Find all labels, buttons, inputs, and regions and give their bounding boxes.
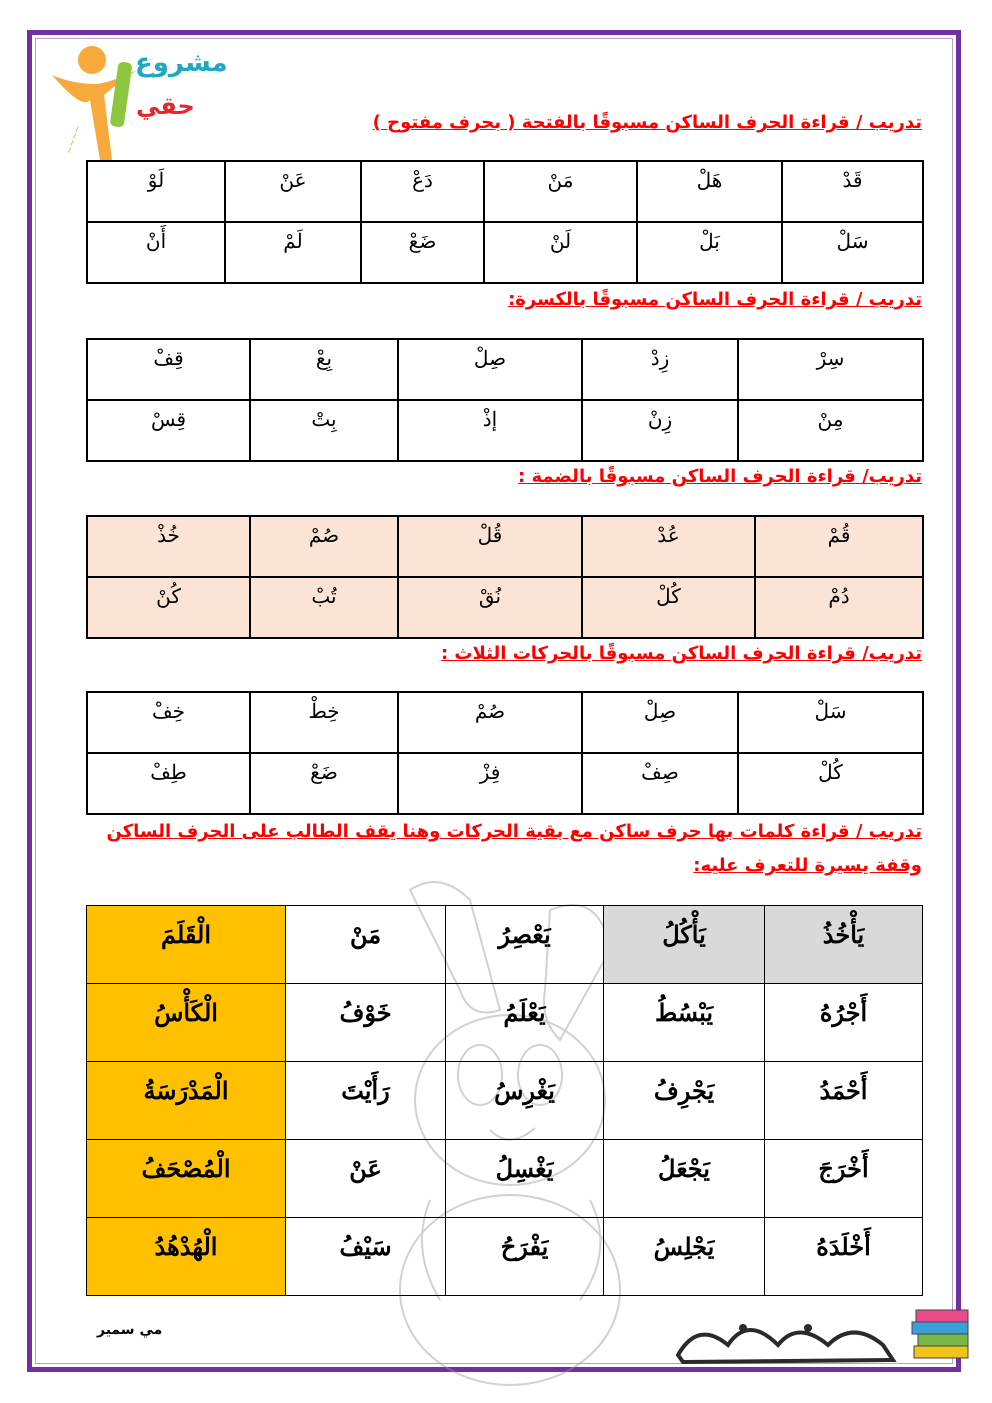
table-cell: مَنْ	[484, 161, 637, 222]
table-cell: يَجْلِسُ	[604, 1218, 765, 1296]
table-cell: يَأْكُلُ	[604, 906, 765, 984]
table-cell: بِتْ	[250, 400, 398, 461]
table-cell: طِفْ	[87, 753, 250, 814]
table-cell: الْكَأْسُ	[87, 984, 286, 1062]
section-3-heading: تدريب/ قراءة الحرف الساكن مسبوقًا بالضمة :	[518, 466, 922, 487]
table-cell: يَعْصِرُ	[446, 906, 604, 984]
section-5-heading: تدريب / قراءة كلمات بها حرف ساكن مع بقية الحركات وهنا يقف الطالب على الحرف الساكن وقفة يسيرة للتعرف عليه:	[106, 821, 922, 876]
brand-logo	[668, 1300, 978, 1375]
svg-text:~~~~: ~~~~	[64, 123, 84, 156]
table-cell: سِرْ	[738, 339, 923, 400]
table-cell: الْقَلَمَ	[87, 906, 286, 984]
author-name: مي سمير	[97, 1322, 163, 1338]
table-cell: الْهُدْهُدُ	[87, 1218, 286, 1296]
table-cell: مِنْ	[738, 400, 923, 461]
table-cell: يَأْخُذُ	[765, 906, 923, 984]
table-cell: صِفْ	[582, 753, 738, 814]
section-2-heading: تدريب / قراءة الحرف الساكن مسبوقًا بالكسرة:	[508, 289, 922, 310]
table-cell: كُنْ	[87, 577, 250, 638]
table-cell: قُلْ	[398, 516, 582, 577]
section-1-table	[86, 160, 924, 284]
table-cell: صُمْ	[398, 692, 582, 753]
table-cell: سَلْ	[782, 222, 923, 283]
table-cell: أَنْ	[87, 222, 225, 283]
table-cell: عَنْ	[225, 161, 361, 222]
table-cell: سَيْفُ	[286, 1218, 446, 1296]
section-4-heading: تدريب/ قراءة الحرف الساكن مسبوقًا بالحركات الثلاث :	[440, 643, 922, 664]
table-cell: كُلْ	[738, 753, 923, 814]
section-2-table	[86, 338, 924, 462]
table-cell: كُلْ	[582, 577, 755, 638]
table-cell: قِسْ	[87, 400, 250, 461]
table-cell: فِزْ	[398, 753, 582, 814]
section-5-table	[86, 905, 923, 1296]
table-cell: بَلْ	[637, 222, 782, 283]
table-cell: نُقْ	[398, 577, 582, 638]
table-cell: صُمْ	[250, 516, 398, 577]
table-cell: لَنْ	[484, 222, 637, 283]
table-cell: قَدْ	[782, 161, 923, 222]
table-cell: أَخْلَدَهُ	[765, 1218, 923, 1296]
table-cell: دَعْ	[361, 161, 484, 222]
table-cell: هَلْ	[637, 161, 782, 222]
table-cell: ضَعْ	[361, 222, 484, 283]
table-cell: يَعْلَمُ	[446, 984, 604, 1062]
table-cell: بِعْ	[250, 339, 398, 400]
table-cell: صِلْ	[582, 692, 738, 753]
table-cell: رَأَيْتَ	[286, 1062, 446, 1140]
table-cell: قِفْ	[87, 339, 250, 400]
table-cell: أَجْرُهُ	[765, 984, 923, 1062]
table-cell: تُبْ	[250, 577, 398, 638]
table-cell: زِنْ	[582, 400, 738, 461]
section-3-table	[86, 515, 924, 639]
table-cell: يَجْرِفُ	[604, 1062, 765, 1140]
table-cell: يَجْعَلُ	[604, 1140, 765, 1218]
table-cell: الْمَدْرَسَةُ	[87, 1062, 286, 1140]
table-cell: لَمْ	[225, 222, 361, 283]
table-cell: ضَعْ	[250, 753, 398, 814]
section-1-heading: تدريب / قراءة الحرف الساكن مسبوقًا بالفتحة ( بحرف مفتوح )	[372, 112, 922, 133]
table-cell: لَوْ	[87, 161, 225, 222]
table-cell: يَغْرِسُ	[446, 1062, 604, 1140]
logo-word-project: مشروع	[135, 48, 228, 78]
table-cell: أَحْمَدُ	[765, 1062, 923, 1140]
table-cell: عُدْ	[582, 516, 755, 577]
table-cell: أَخْرَجَ	[765, 1140, 923, 1218]
table-cell: الْمُصْحَفُ	[87, 1140, 286, 1218]
table-cell: دُمْ	[755, 577, 923, 638]
table-cell: خُذْ	[87, 516, 250, 577]
table-cell: سَلْ	[738, 692, 923, 753]
table-cell: زِدْ	[582, 339, 738, 400]
logo-word-right: حقي	[136, 92, 195, 120]
table-cell: إذْ	[398, 400, 582, 461]
table-cell: خِفْ	[87, 692, 250, 753]
table-cell: عَنْ	[286, 1140, 446, 1218]
table-cell: صِلْ	[398, 339, 582, 400]
table-cell: يَغْسِلُ	[446, 1140, 604, 1218]
table-cell: يَبْسُطُ	[604, 984, 765, 1062]
table-cell: خَوْفُ	[286, 984, 446, 1062]
section-4-table	[86, 691, 924, 815]
table-cell: خِطْ	[250, 692, 398, 753]
table-cell: قُمْ	[755, 516, 923, 577]
table-cell: مَنْ	[286, 906, 446, 984]
table-cell: يَفْرَحُ	[446, 1218, 604, 1296]
